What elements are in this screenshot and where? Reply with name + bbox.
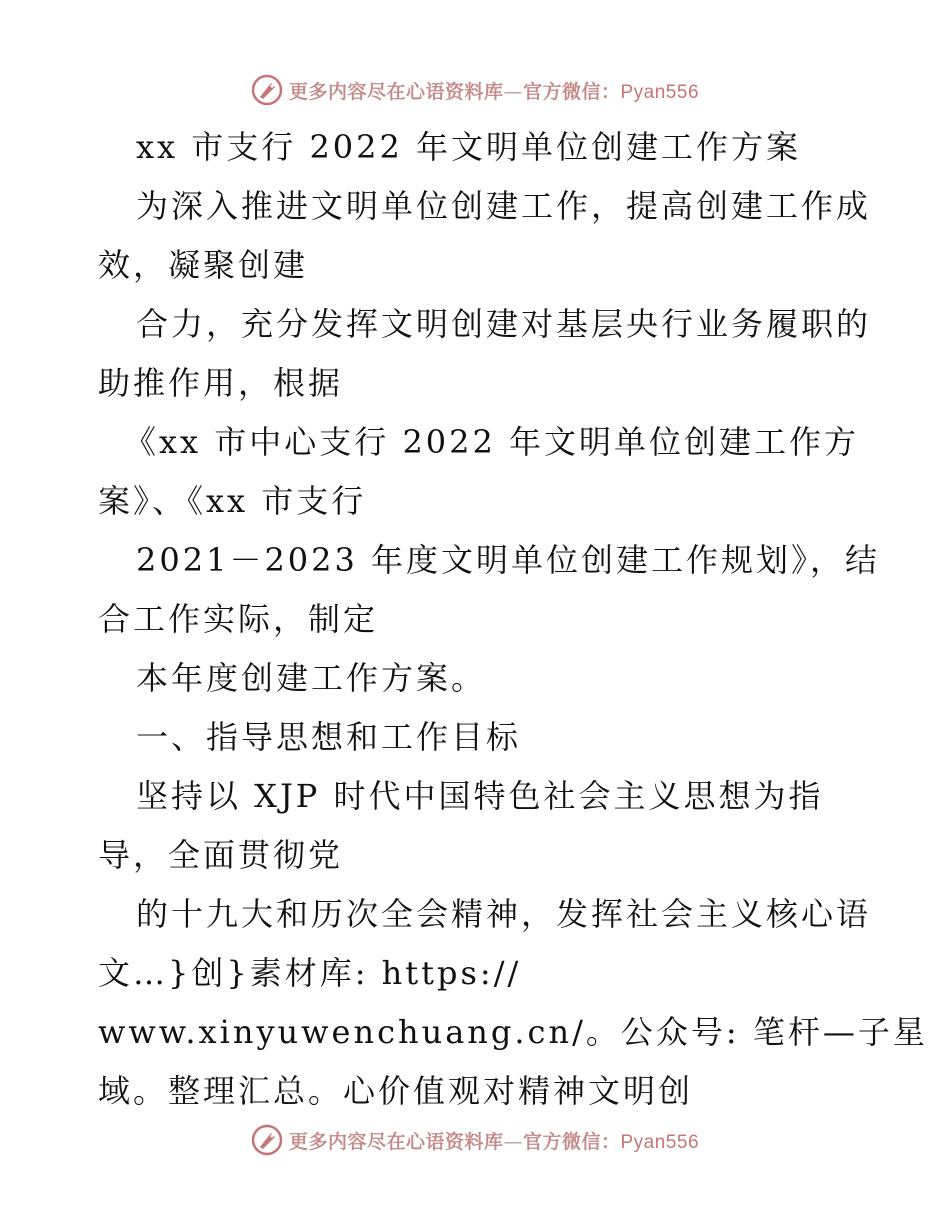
pen-nib-logo-icon (251, 1124, 283, 1156)
paragraph-line: 为深入推进文明单位创建工作，提高创建工作成 (136, 187, 872, 225)
watermark-text: 更多内容尽在心语资料库—官方微信：Pyan556 (288, 80, 700, 103)
paragraph-line: 《xx 市中心支行 2022 年文明单位创建工作方 (124, 423, 860, 461)
document-title: xx 市支行 2022 年文明单位创建工作方案 (136, 128, 802, 166)
wechat-id: Pyan556 (620, 1131, 700, 1153)
pen-nib-logo-icon (251, 74, 283, 106)
paragraph-line: 文…}创}素材库: https:// (98, 954, 522, 992)
paragraph-line: 合工作实际，制定 (98, 600, 379, 638)
paragraph-line: 本年度创建工作方案。 (136, 659, 487, 697)
paragraph-line: 的十九大和历次全会精神，发挥社会主义核心语 (136, 895, 872, 933)
wechat-id: Pyan556 (620, 81, 700, 103)
header-watermark (0, 70, 950, 110)
paragraph-line: 2021－2023 年度文明单位创建工作规划》，结 (136, 541, 881, 579)
paragraph-line: 坚持以 XJP 时代中国特色社会主义思想为指 (136, 777, 824, 815)
watermark-text: 更多内容尽在心语资料库—官方微信：Pyan556 (288, 1130, 700, 1153)
footer-watermark (0, 1120, 950, 1160)
paragraph-line: 域。整理汇总。心价值观对精神文明创 (98, 1072, 694, 1110)
paragraph-line: 助推作用，根据 (98, 364, 344, 402)
paragraph-line: 导，全面贯彻党 (98, 836, 344, 874)
paragraph-line: www.xinyuwenchuang.cn/。公众号: 笔杆—子星 (98, 1013, 928, 1051)
paragraph-line: 效，凝聚创建 (98, 246, 309, 284)
paragraph-line: 合力，充分发挥文明创建对基层央行业务履职的 (136, 305, 872, 343)
section-heading: 一、指导思想和工作目标 (136, 718, 522, 756)
paragraph-line: 案》、《xx 市支行 (98, 482, 367, 520)
